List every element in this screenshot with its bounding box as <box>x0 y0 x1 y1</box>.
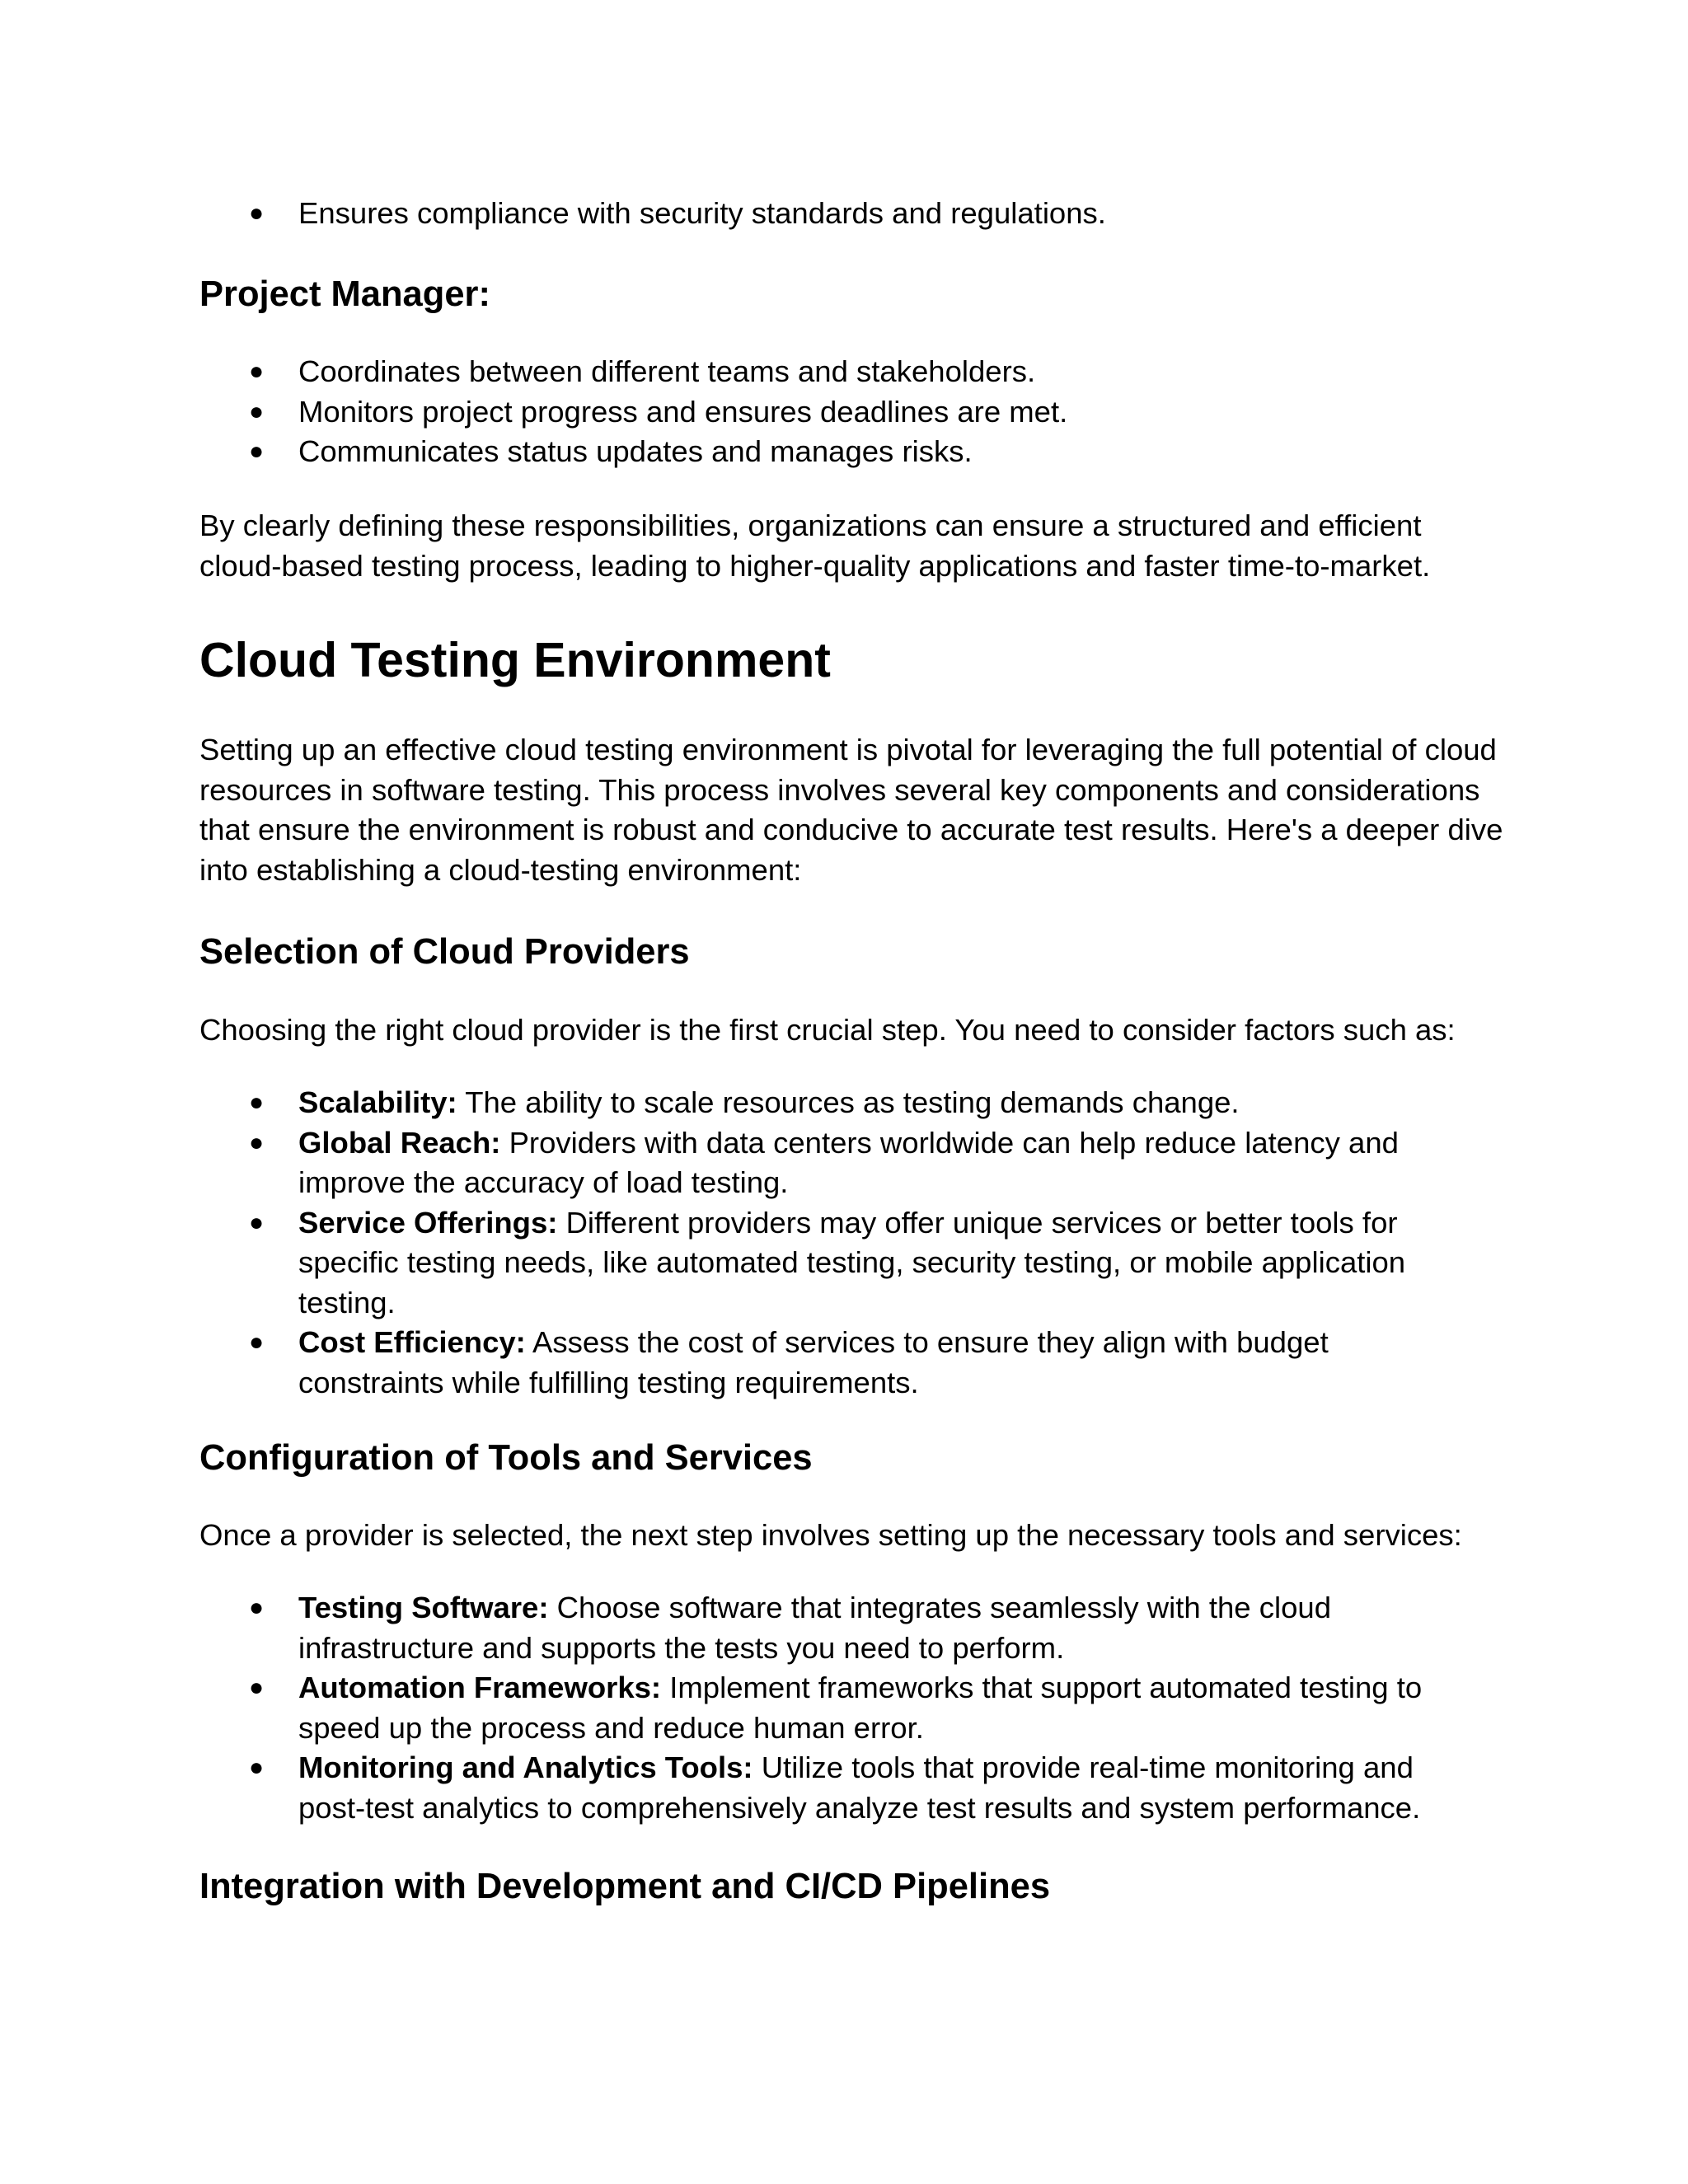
list-item <box>199 392 1469 433</box>
project-manager-list <box>199 352 1469 472</box>
list-item-term: Monitoring and Analytics Tools: <box>298 1750 753 1784</box>
list-item-text: Communicates status updates and manages risks. <box>298 434 973 468</box>
section-heading-selection: Selection of Cloud Providers <box>199 932 690 972</box>
list-item <box>199 352 1469 392</box>
list-item <box>199 1083 1469 1123</box>
section-heading-integration: Integration with Development and CI/CD Pipelines <box>199 1867 1051 1906</box>
list-item-term: Scalability: <box>298 1085 457 1119</box>
bullet-icon: ● <box>249 199 265 227</box>
list-item-term: Testing Software: <box>298 1591 549 1624</box>
top-bullet-list <box>199 194 1469 234</box>
list-item-text: Utilize tools that provide real-time monitoring and post-test analytics to comprehensively analyze test results and system performance. <box>298 1750 1421 1825</box>
bullet-icon: ● <box>249 1329 265 1356</box>
list-item-text: Monitors project progress and ensures deadlines are met. <box>298 394 1068 429</box>
list-item-text: Choose software that integrates seamlessly with the cloud infrastructure and supports the tests you need to perform. <box>298 1591 1331 1665</box>
list-item-text: Ensures compliance with security standards and regulations. <box>298 196 1106 230</box>
list-item <box>199 432 1469 472</box>
list-item-term: Global Reach: <box>298 1125 501 1160</box>
list-item-text: Different providers may offer unique services or better tools for specific testing needs, like automated testing, security testing, or mobile application testing. <box>298 1205 1406 1319</box>
list-item-text: Providers with data centers worldwide can help reduce latency and improve the accuracy of load testing. <box>298 1125 1399 1199</box>
bullet-icon: ● <box>249 1754 265 1781</box>
list-item-text: The ability to scale resources as testing demands change. <box>457 1085 1240 1119</box>
list-item <box>199 1748 1469 1828</box>
bullet-icon: ● <box>249 1674 265 1701</box>
section-heading-cloud-testing-environment: Cloud Testing Environment <box>199 633 831 687</box>
selection-list <box>199 1083 1469 1403</box>
list-item-term: Cost Efficiency: <box>298 1325 526 1359</box>
bullet-icon: ● <box>249 1089 265 1116</box>
list-item-text: Coordinates between different teams and stakeholders. <box>298 354 1036 388</box>
bullet-icon: ● <box>249 1594 265 1621</box>
section-heading-configuration: Configuration of Tools and Services <box>199 1438 813 1478</box>
selection-intro: Choosing the right cloud provider is the first crucial step. You need to consider factors such as: <box>199 1013 1456 1047</box>
list-item <box>199 1203 1469 1324</box>
bullet-icon: ● <box>249 1208 265 1236</box>
list-item-term: Service Offerings: <box>298 1205 558 1240</box>
list-item <box>199 1123 1469 1203</box>
configuration-intro: Once a provider is selected, the next step involves setting up the necessary tools and services: <box>199 1518 1462 1552</box>
closing-paragraph: By clearly defining these responsibilities, organizations can ensure a structured and efficient cloud-based testing process, leading to higher-quality applications and faster time-to-market. <box>199 509 1431 583</box>
section-heading-project-manager: Project Manager: <box>199 274 490 314</box>
list-item-text: Assess the cost of services to ensure they align with budget constraints while fulfilling testing requirements. <box>298 1325 1329 1399</box>
list-item-text: Implement frameworks that support automated testing to speed up the process and reduce human error. <box>298 1671 1423 1745</box>
cloud-testing-intro: Setting up an effective cloud testing environment is pivotal for leveraging the full potential of cloud resources in software testing. This process involves several key components and considerations that ensure the environment is robust and conducive to accurate test results. Here's a deeper dive into establishing a cloud-testing environment: <box>199 733 1503 887</box>
bullet-icon: ● <box>249 358 265 385</box>
configuration-list <box>199 1588 1469 1828</box>
list-item <box>199 1668 1469 1748</box>
bullet-icon: ● <box>249 1128 265 1156</box>
list-item <box>199 194 1469 234</box>
list-item-term: Automation Frameworks: <box>298 1671 662 1704</box>
bullet-icon: ● <box>249 397 265 425</box>
list-item <box>199 1588 1469 1668</box>
bullet-icon: ● <box>249 438 265 465</box>
list-item <box>199 1323 1469 1403</box>
